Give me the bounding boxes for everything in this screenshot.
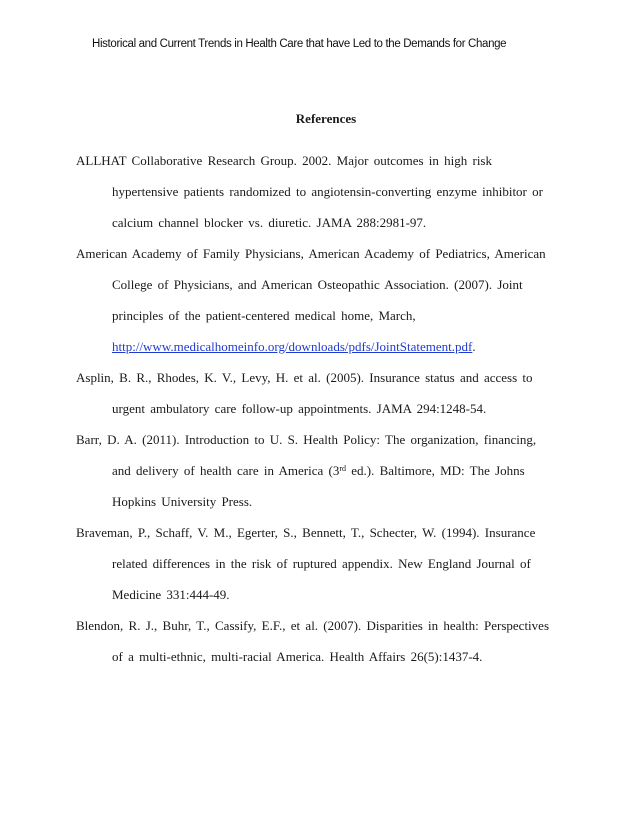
reference-text: American Academy of Family Physicians, American Academy of Pediatrics, American College of Physicians, and American Osteopathic Association. (2007). Joint principles of the patient-centered medical home, March, [76, 246, 546, 323]
reference-aafp [76, 238, 556, 362]
edition-superscript: rd [339, 464, 346, 473]
reference-link[interactable]: http://www.medicalhomeinfo.org/downloads/pdfs/JointStatement.pdf [112, 339, 473, 354]
reference-allhat [76, 145, 556, 238]
reference-text: Barr, D. A. (2011). Introduction to U. S. Health Policy: The organization, financing, and delivery of health care in America (3 [76, 432, 537, 478]
reference-list [76, 145, 556, 672]
reference-braveman [76, 517, 556, 610]
reference-text-continued: ed.). Baltimore, MD: The Johns Hopkins University Press. [112, 463, 525, 509]
reference-text: Asplin, B. R., Rhodes, K. V., Levy, H. et al. (2005). Insurance status and access to urgent ambulatory care follow-up appointments. JAMA 294:1248-54. [76, 370, 533, 416]
reference-text: ALLHAT Collaborative Research Group. 2002. Major outcomes in high risk hypertensive patients randomized to angiotensin-converting enzyme inhibitor or calcium channel blocker vs. diuretic. JAMA 288:2981-97. [76, 153, 543, 230]
reference-text: Braveman, P., Schaff, V. M., Egerter, S., Bennett, T., Schecter, W. (1994). Insurance related differences in the risk of ruptured appendix. New England Journal of Medicine 331:444-49. [76, 525, 536, 602]
reference-blendon [76, 610, 556, 672]
reference-barr [76, 424, 556, 517]
running-head: Historical and Current Trends in Health Care that have Led to the Demands for Change [92, 38, 507, 50]
page-title: References [295, 111, 357, 126]
reference-text: Blendon, R. J., Buhr, T., Cassify, E.F., et al. (2007). Disparities in health: Perspectives of a multi-ethnic, multi-racial America. Health Affairs 26(5):1437-4. [76, 618, 550, 664]
reference-link-period: . [472, 339, 476, 354]
reference-asplin [76, 362, 556, 424]
